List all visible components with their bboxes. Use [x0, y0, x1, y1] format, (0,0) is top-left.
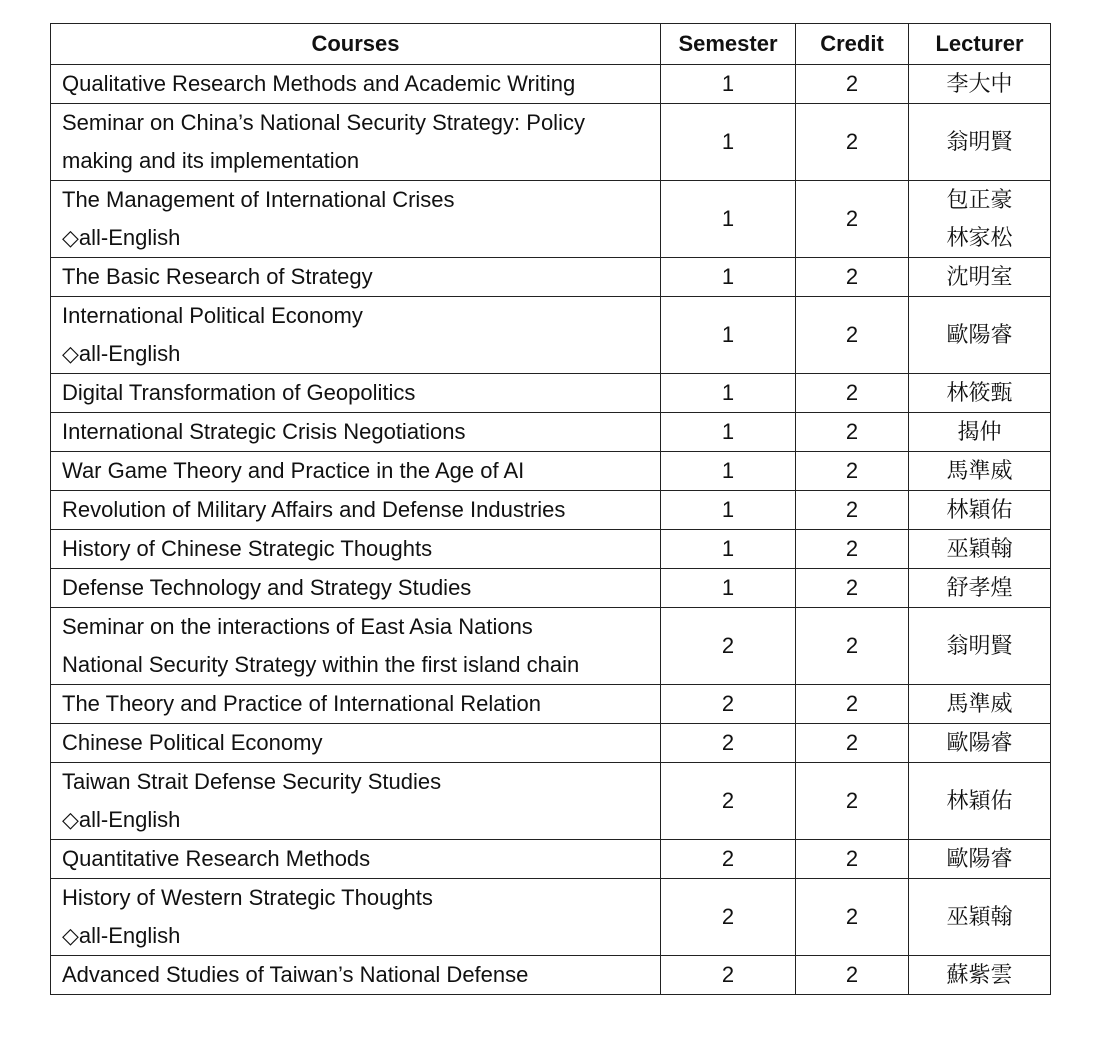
lecturer-name: 林穎佑 [946, 497, 1013, 522]
lecturer-name: 蘇紫雲 [946, 962, 1013, 987]
course-cell [51, 258, 661, 297]
table-row [51, 530, 1051, 569]
lecturer-name: 林家松 [946, 225, 1013, 250]
semester-cell: 1 [661, 104, 796, 181]
lecturer-cell [909, 569, 1051, 608]
credit-cell: 2 [796, 104, 909, 181]
table-row [51, 258, 1051, 297]
semester-cell: 2 [661, 956, 796, 995]
table-row [51, 104, 1051, 181]
lecturer-cell [909, 685, 1051, 724]
lecturer-cell [909, 104, 1051, 181]
semester-cell: 1 [661, 413, 796, 452]
lecturer-cell [909, 763, 1051, 840]
credit-cell: 2 [796, 724, 909, 763]
course-cell [51, 530, 661, 569]
table-body [51, 65, 1051, 995]
table-row [51, 65, 1051, 104]
table-row [51, 840, 1051, 879]
lecturer-name: 林筱甄 [946, 380, 1013, 405]
course-cell [51, 297, 661, 374]
lecturer-cell [909, 840, 1051, 879]
course-name: The Basic Research of Strategy [62, 264, 373, 289]
lecturer-cell [909, 956, 1051, 995]
course-cell [51, 685, 661, 724]
table-row [51, 452, 1051, 491]
table-row [51, 956, 1051, 995]
course-name: Taiwan Strait Defense Security Studies [62, 769, 442, 794]
course-name: Seminar on the interactions of East Asia Nations [62, 614, 533, 639]
course-cell [51, 181, 661, 258]
course-note: ◇all-English [62, 341, 181, 366]
semester-cell: 1 [661, 569, 796, 608]
table-row [51, 608, 1051, 685]
lecturer-name: 歐陽睿 [946, 322, 1013, 347]
semester-cell: 1 [661, 65, 796, 104]
course-note: making and its implementation [62, 148, 360, 173]
credit-cell: 2 [796, 413, 909, 452]
course-name: The Management of International Crises [62, 187, 455, 212]
lecturer-cell [909, 181, 1051, 258]
course-name: International Political Economy [62, 303, 363, 328]
semester-cell: 1 [661, 181, 796, 258]
lecturer-name: 翁明賢 [946, 129, 1013, 154]
course-name: Digital Transformation of Geopolitics [62, 380, 416, 405]
course-name: Chinese Political Economy [62, 730, 323, 755]
table-row [51, 297, 1051, 374]
lecturer-cell [909, 374, 1051, 413]
credit-cell: 2 [796, 258, 909, 297]
course-name: The Theory and Practice of International Relation [62, 691, 541, 716]
credit-cell: 2 [796, 840, 909, 879]
credit-cell: 2 [796, 569, 909, 608]
course-name: History of Chinese Strategic Thoughts [62, 536, 433, 561]
lecturer-cell [909, 608, 1051, 685]
lecturer-name: 馬準威 [946, 691, 1013, 716]
credit-cell: 2 [796, 608, 909, 685]
lecturer-cell [909, 297, 1051, 374]
table-row [51, 763, 1051, 840]
semester-cell: 2 [661, 608, 796, 685]
semester-cell: 1 [661, 452, 796, 491]
course-cell [51, 569, 661, 608]
credit-cell: 2 [796, 491, 909, 530]
lecturer-cell [909, 258, 1051, 297]
lecturer-name: 舒孝煌 [946, 575, 1013, 600]
course-note: ◇all-English [62, 807, 181, 832]
credit-cell: 2 [796, 685, 909, 724]
course-note: ◇all-English [62, 923, 181, 948]
course-cell [51, 840, 661, 879]
course-name: Seminar on China’s National Security Strategy: Policy [62, 110, 585, 135]
course-name: Advanced Studies of Taiwan’s National Defense [62, 962, 529, 987]
lecturer-cell [909, 879, 1051, 956]
credit-cell: 2 [796, 297, 909, 374]
header-credit: Credit [796, 24, 909, 65]
credit-cell: 2 [796, 530, 909, 569]
course-cell [51, 879, 661, 956]
lecturer-name: 李大中 [946, 71, 1013, 96]
lecturer-name: 馬準威 [946, 458, 1013, 483]
semester-cell: 1 [661, 491, 796, 530]
course-cell [51, 65, 661, 104]
lecturer-cell [909, 724, 1051, 763]
semester-cell: 1 [661, 297, 796, 374]
semester-cell: 2 [661, 763, 796, 840]
course-note: ◇all-English [62, 225, 181, 250]
table-row [51, 879, 1051, 956]
course-name: History of Western Strategic Thoughts [62, 885, 433, 910]
table-row [51, 569, 1051, 608]
credit-cell: 2 [796, 956, 909, 995]
header-courses: Courses [51, 24, 661, 65]
table-row [51, 491, 1051, 530]
credit-cell: 2 [796, 181, 909, 258]
course-name: Defense Technology and Strategy Studies [62, 575, 472, 600]
header-semester: Semester [661, 24, 796, 65]
lecturer-cell [909, 65, 1051, 104]
course-table [50, 23, 1051, 995]
credit-cell: 2 [796, 879, 909, 956]
lecturer-name: 巫穎翰 [946, 904, 1013, 929]
lecturer-cell [909, 491, 1051, 530]
credit-cell: 2 [796, 374, 909, 413]
credit-cell: 2 [796, 763, 909, 840]
lecturer-name: 林穎佑 [946, 788, 1013, 813]
semester-cell: 2 [661, 840, 796, 879]
course-note: National Security Strategy within the first island chain [62, 652, 580, 677]
course-cell [51, 763, 661, 840]
lecturer-cell [909, 530, 1051, 569]
course-cell [51, 956, 661, 995]
course-cell [51, 608, 661, 685]
course-name: War Game Theory and Practice in the Age of AI [62, 458, 525, 483]
lecturer-cell [909, 413, 1051, 452]
lecturer-name: 沈明室 [946, 264, 1013, 289]
lecturer-name: 歐陽睿 [946, 846, 1013, 871]
course-name: Revolution of Military Affairs and Defense Industries [62, 497, 566, 522]
course-name: Qualitative Research Methods and Academic Writing [62, 71, 576, 96]
course-name: Quantitative Research Methods [62, 846, 371, 871]
credit-cell: 2 [796, 452, 909, 491]
course-cell [51, 724, 661, 763]
semester-cell: 1 [661, 374, 796, 413]
lecturer-name: 包正豪 [946, 187, 1013, 212]
lecturer-name: 巫穎翰 [946, 536, 1013, 561]
semester-cell: 2 [661, 685, 796, 724]
lecturer-name: 揭仲 [957, 419, 1002, 444]
course-name: International Strategic Crisis Negotiations [62, 419, 466, 444]
table-row [51, 413, 1051, 452]
credit-cell: 2 [796, 65, 909, 104]
course-cell [51, 413, 661, 452]
lecturer-name: 歐陽睿 [946, 730, 1013, 755]
table-row [51, 181, 1051, 258]
table-row [51, 685, 1051, 724]
lecturer-name: 翁明賢 [946, 633, 1013, 658]
table-row [51, 374, 1051, 413]
course-cell [51, 452, 661, 491]
semester-cell: 2 [661, 724, 796, 763]
table-header-row [51, 24, 1051, 65]
course-cell [51, 374, 661, 413]
table-row [51, 724, 1051, 763]
semester-cell: 1 [661, 258, 796, 297]
semester-cell: 2 [661, 879, 796, 956]
lecturer-cell [909, 452, 1051, 491]
header-lecturer: Lecturer [909, 24, 1051, 65]
semester-cell: 1 [661, 530, 796, 569]
course-cell [51, 104, 661, 181]
course-cell [51, 491, 661, 530]
